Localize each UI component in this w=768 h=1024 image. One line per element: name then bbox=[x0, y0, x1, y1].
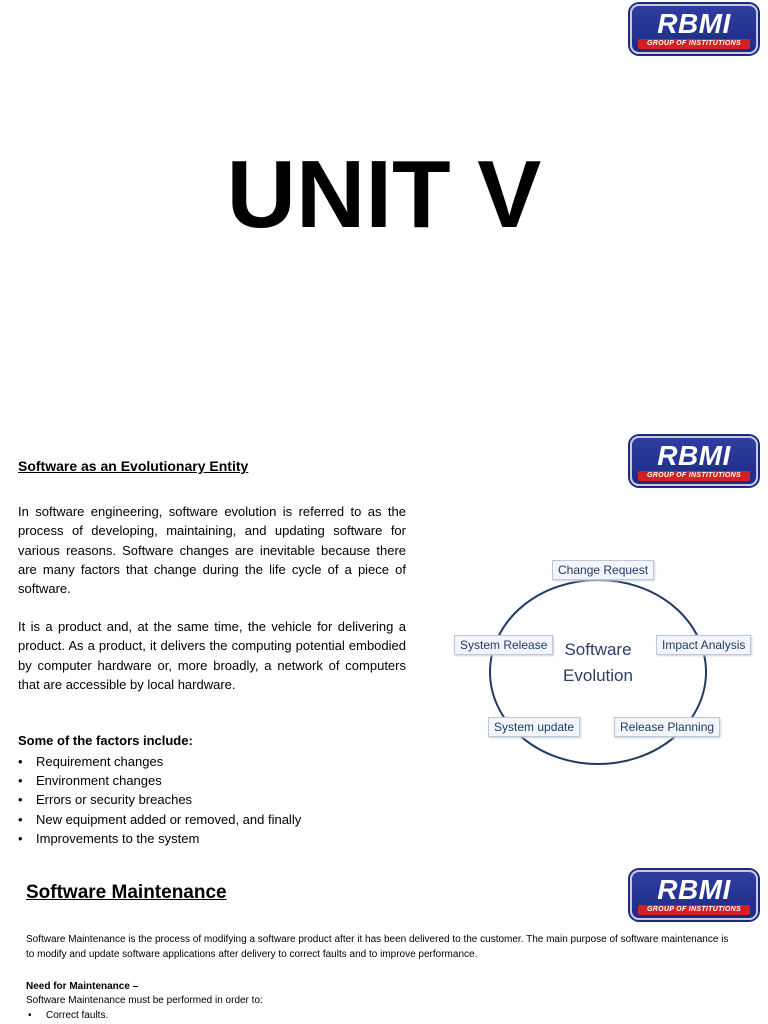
node-system-update: System update bbox=[488, 717, 580, 737]
list-item: • Correct faults. bbox=[26, 1010, 108, 1021]
factor-list bbox=[18, 752, 301, 848]
node-change-request: Change Request bbox=[552, 560, 654, 580]
evolution-slide bbox=[0, 420, 768, 860]
node-release-planning: Release Planning bbox=[614, 717, 720, 737]
list-item: • Errors or security breaches bbox=[18, 790, 301, 809]
logo-word: RBMI bbox=[657, 874, 731, 905]
logo-word: RBMI bbox=[657, 8, 731, 39]
rbmi-logo bbox=[630, 436, 758, 486]
unit-title: UNIT V bbox=[226, 141, 542, 248]
title-slide bbox=[0, 0, 768, 420]
paragraph: Software Maintenance is the process of modifying a software product after it has been delivered to the customer. The main purpose of software maintenance is to modify and update software applications after delivery to correct faults and to improve performance. bbox=[26, 934, 729, 960]
maintenance-slide bbox=[0, 860, 768, 1024]
logo-tagline: GROUP OF INSTITUTIONS bbox=[638, 905, 750, 915]
list-item: • Improvements to the system bbox=[18, 829, 301, 848]
list-item: • Requirement changes bbox=[18, 752, 301, 771]
list-item: • Environment changes bbox=[18, 771, 301, 790]
paragraph: It is a product and, at the same time, the vehicle for delivering a product. As a product, it delivers the computing potential embodied by computer hardware or, more broadly, a network of computers that are accessible by local hardware. bbox=[18, 619, 406, 692]
node-impact-analysis: Impact Analysis bbox=[656, 635, 751, 655]
rbmi-logo bbox=[630, 4, 758, 54]
slide-heading: Software Maintenance bbox=[26, 882, 227, 903]
paragraph: In software engineering, software evolution is referred to as the process of developing, maintaining, and updating software for various reasons. Software changes are inevitable because there are many factors that change during the life cycle of a piece of software. bbox=[18, 504, 406, 597]
center-label bbox=[548, 637, 648, 689]
list-item: • New equipment added or removed, and finally bbox=[18, 810, 301, 829]
factors-heading: Some of the factors include: bbox=[18, 733, 193, 748]
evolution-cycle-diagram bbox=[450, 560, 768, 770]
node-system-release: System Release bbox=[454, 635, 553, 655]
rbmi-logo bbox=[630, 870, 758, 920]
slide-heading: Software as an Evolutionary Entity bbox=[18, 458, 249, 474]
need-list bbox=[26, 1010, 108, 1021]
need-text: Software Maintenance must be performed in order to: bbox=[26, 995, 263, 1006]
center-line-2: Evolution bbox=[563, 666, 633, 685]
logo-tagline: GROUP OF INSTITUTIONS bbox=[638, 39, 750, 49]
logo-tagline: GROUP OF INSTITUTIONS bbox=[638, 471, 750, 481]
logo-word: RBMI bbox=[657, 440, 731, 471]
center-line-1: Software bbox=[564, 640, 632, 659]
need-heading: Need for Maintenance – bbox=[26, 981, 139, 992]
